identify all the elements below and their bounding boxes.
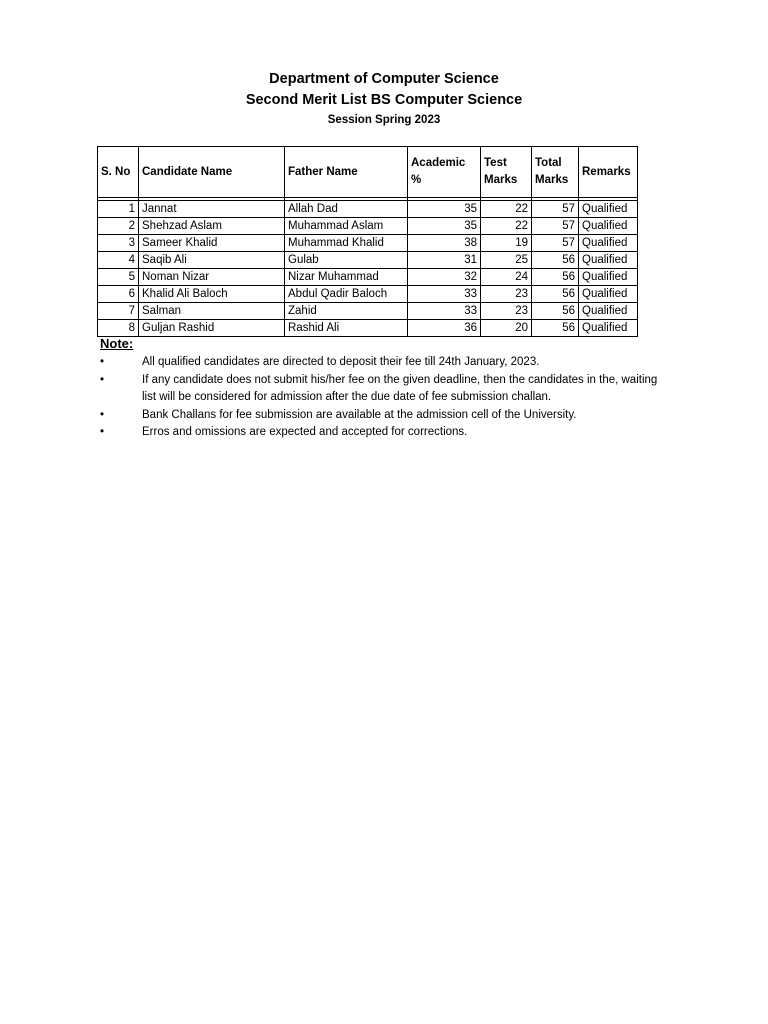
notes-list xyxy=(100,354,660,442)
cell-remarks: Qualified xyxy=(579,303,638,320)
col-header-test-marks xyxy=(481,147,532,198)
cell-sno: 6 xyxy=(98,286,139,303)
cell-father-name: Rashid Ali xyxy=(285,320,408,337)
table-row xyxy=(98,218,638,235)
cell-father-name: Abdul Qadir Baloch xyxy=(285,286,408,303)
cell-total-marks: 56 xyxy=(532,286,579,303)
cell-test-marks: 22 xyxy=(481,201,532,218)
cell-test-marks: 25 xyxy=(481,252,532,269)
cell-remarks: Qualified xyxy=(579,201,638,218)
cell-academic: 36 xyxy=(408,320,481,337)
col-header-academic: Academic % xyxy=(408,147,481,198)
cell-academic: 31 xyxy=(408,252,481,269)
merit-table xyxy=(97,146,638,337)
cell-academic: 33 xyxy=(408,303,481,320)
cell-sno: 8 xyxy=(98,320,139,337)
cell-academic: 35 xyxy=(408,201,481,218)
cell-candidate-name: Jannat xyxy=(139,201,285,218)
table-row xyxy=(98,235,638,252)
cell-test-marks: 20 xyxy=(481,320,532,337)
col-header-father-name: Father Name xyxy=(285,147,408,198)
table-row xyxy=(98,252,638,269)
bullet-icon: • xyxy=(100,408,105,421)
session-label: Session Spring 2023 xyxy=(327,114,441,126)
table-row xyxy=(98,201,638,218)
cell-total-marks: 56 xyxy=(532,269,579,286)
col-header-sno: S. No xyxy=(98,147,139,198)
cell-sno: 7 xyxy=(98,303,139,320)
cell-academic: 32 xyxy=(408,269,481,286)
cell-total-marks: 57 xyxy=(532,201,579,218)
note-text: All qualified candidates are directed to deposit their fee till 24th January, 2023. xyxy=(142,356,540,368)
cell-candidate-name: Saqib Ali xyxy=(139,252,285,269)
cell-remarks: Qualified xyxy=(579,252,638,269)
cell-remarks: Qualified xyxy=(579,218,638,235)
cell-candidate-name: Salman xyxy=(139,303,285,320)
cell-father-name: Muhammad Khalid xyxy=(285,235,408,252)
note-item xyxy=(100,424,660,442)
col-header-total-marks xyxy=(532,147,579,198)
cell-test-marks: 23 xyxy=(481,303,532,320)
col-header-total-line1: Total xyxy=(535,157,562,169)
table-header-row xyxy=(98,147,638,198)
cell-candidate-name: Khalid Ali Baloch xyxy=(139,286,285,303)
cell-sno: 4 xyxy=(98,252,139,269)
cell-sno: 3 xyxy=(98,235,139,252)
table-row xyxy=(98,269,638,286)
cell-total-marks: 56 xyxy=(532,303,579,320)
cell-sno: 5 xyxy=(98,269,139,286)
note-text: Bank Challans for fee submission are available at the admission cell of the University. xyxy=(142,408,577,421)
cell-total-marks: 56 xyxy=(532,320,579,337)
table-row xyxy=(98,320,638,337)
table-row xyxy=(98,286,638,303)
col-header-test-line1: Test xyxy=(484,157,507,169)
cell-test-marks: 23 xyxy=(481,286,532,303)
cell-test-marks: 22 xyxy=(481,218,532,235)
col-header-total-line2: Marks xyxy=(535,174,569,186)
note-text: If any candidate does not submit his/her fee on the given deadline, then the candidates in the, waiting list will be considered for admission after the due date of fee submission challan. xyxy=(142,373,658,403)
cell-remarks: Qualified xyxy=(579,320,638,337)
cell-total-marks: 57 xyxy=(532,235,579,252)
cell-candidate-name: Sameer Khalid xyxy=(139,235,285,252)
cell-test-marks: 19 xyxy=(481,235,532,252)
cell-candidate-name: Guljan Rashid xyxy=(139,320,285,337)
cell-total-marks: 57 xyxy=(532,218,579,235)
cell-father-name: Zahid xyxy=(285,303,408,320)
table-body xyxy=(98,201,638,337)
col-header-test-line2: Marks xyxy=(484,174,518,186)
cell-candidate-name: Shehzad Aslam xyxy=(139,218,285,235)
note-item xyxy=(100,407,660,425)
table-row xyxy=(98,303,638,320)
cell-sno: 2 xyxy=(98,218,139,235)
list-title: Second Merit List BS Computer Science xyxy=(245,92,523,108)
cell-father-name: Allah Dad xyxy=(285,201,408,218)
note-text: Erros and omissions are expected and accepted for corrections. xyxy=(142,426,468,438)
cell-father-name: Gulab xyxy=(285,252,408,269)
cell-test-marks: 24 xyxy=(481,269,532,286)
cell-sno: 1 xyxy=(98,201,139,218)
col-header-candidate-name: Candidate Name xyxy=(139,147,285,198)
bullet-icon: • xyxy=(100,356,105,368)
cell-remarks: Qualified xyxy=(579,235,638,252)
col-header-remarks: Remarks xyxy=(579,147,638,198)
department-title: Department of Computer Science xyxy=(269,71,499,87)
cell-total-marks: 56 xyxy=(532,252,579,269)
note-item xyxy=(100,372,660,407)
note-heading: Note: xyxy=(100,336,134,351)
cell-academic: 35 xyxy=(408,218,481,235)
cell-father-name: Nizar Muhammad xyxy=(285,269,408,286)
cell-candidate-name: Noman Nizar xyxy=(139,269,285,286)
cell-remarks: Qualified xyxy=(579,269,638,286)
cell-academic: 38 xyxy=(408,235,481,252)
bullet-icon: • xyxy=(100,426,105,438)
cell-father-name: Muhammad Aslam xyxy=(285,218,408,235)
note-item xyxy=(100,354,660,372)
bullet-icon: • xyxy=(100,373,105,386)
cell-remarks: Qualified xyxy=(579,286,638,303)
cell-academic: 33 xyxy=(408,286,481,303)
